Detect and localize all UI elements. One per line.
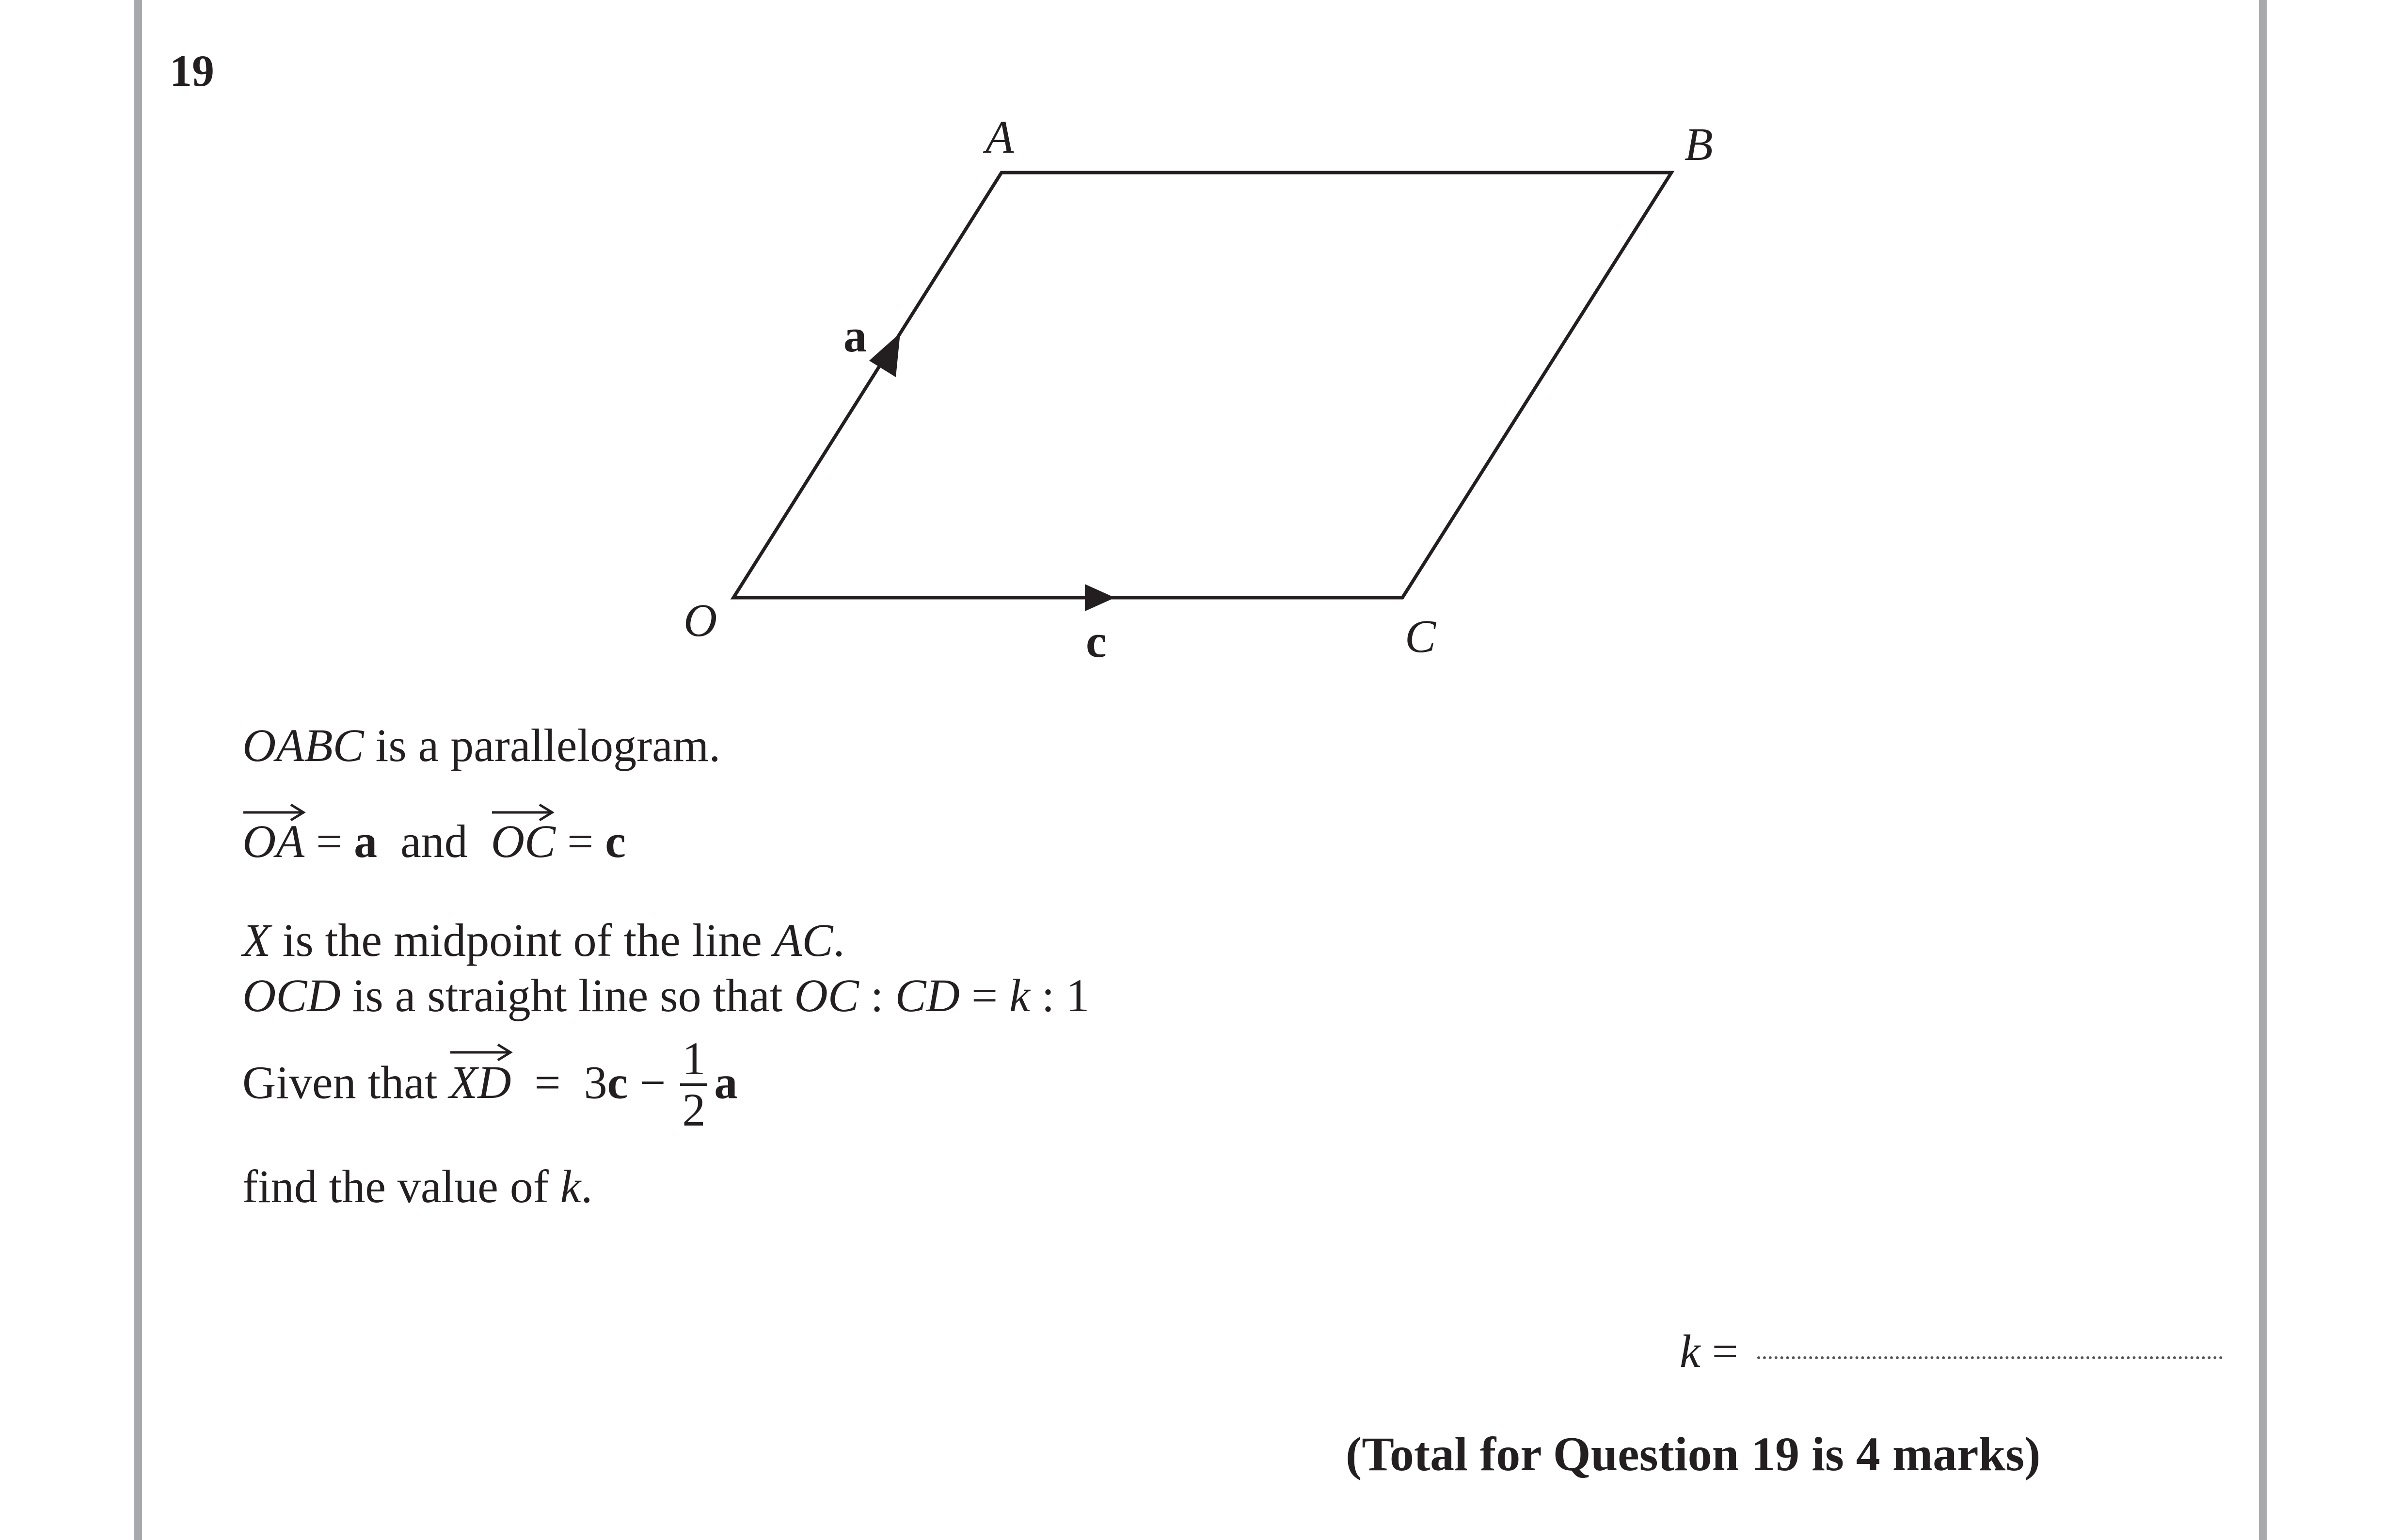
and-word: and <box>377 815 491 867</box>
vertex-label-a: A <box>985 111 1014 163</box>
vector-xd <box>449 1058 511 1107</box>
question-number: 19 <box>170 46 214 95</box>
vector-a-value: a <box>714 1056 738 1109</box>
statement-text: is a straight line so that <box>340 969 795 1021</box>
statement-text: is the midpoint of the line <box>270 914 774 966</box>
answer-input-line[interactable] <box>1757 1356 2223 1359</box>
vector-c-value: c <box>607 1056 628 1109</box>
answer-equals: = <box>1700 1325 1738 1377</box>
vector-label-c: c <box>1086 615 1107 667</box>
vector-oa-text: OA <box>242 815 304 867</box>
fraction-half <box>680 1034 707 1135</box>
equals-three: = 3 <box>511 1056 607 1109</box>
equals-sign: = <box>304 815 354 867</box>
minus-sign: − <box>628 1056 678 1109</box>
vector-a-value: a <box>354 815 378 867</box>
ratio-end: : 1 <box>1030 969 1090 1021</box>
find-text: find the value of <box>242 1160 560 1212</box>
vector-oa <box>242 815 304 867</box>
statement-ratio <box>242 969 1090 1021</box>
period: . <box>581 1160 593 1212</box>
statement-vectors <box>242 815 626 867</box>
arrowhead-a <box>869 333 900 377</box>
given-text: Given that <box>242 1056 449 1109</box>
vector-xd-text: XD <box>449 1056 511 1109</box>
vertex-label-o: O <box>683 594 717 646</box>
equals-sign: = <box>959 969 1010 1021</box>
variable-k: k <box>1009 969 1030 1021</box>
arrowhead-c <box>1085 584 1115 611</box>
statement-find <box>242 1160 593 1212</box>
equals-sign: = <box>556 815 605 867</box>
period: . <box>833 914 845 966</box>
line-ocd: OCD <box>242 969 341 1021</box>
vector-c-value: c <box>605 815 626 867</box>
statement-given <box>242 1032 738 1138</box>
statement-parallelogram <box>242 719 721 771</box>
segment-oc: OC <box>794 969 859 1021</box>
vector-oc-text: OC <box>491 815 556 867</box>
parallelogram-diagram <box>0 0 2400 703</box>
vertex-label-c: C <box>1405 610 1436 662</box>
vector-arrow-icon <box>243 802 306 821</box>
vector-arrow-icon <box>492 802 555 821</box>
vector-arrow-icon <box>450 1042 513 1061</box>
answer-k: k <box>1680 1325 1701 1377</box>
fraction-denominator: 2 <box>682 1083 706 1136</box>
line-ac: AC <box>773 914 833 966</box>
vector-label-a: a <box>843 310 867 362</box>
statement-text: is a parallelogram. <box>364 719 721 771</box>
shape-name: OABC <box>242 719 364 771</box>
total-marks: (Total for Question 19 is 4 marks) <box>1346 1427 2041 1481</box>
fraction-numerator: 1 <box>680 1034 707 1086</box>
answer-label <box>1680 1325 1738 1377</box>
parallelogram-shape <box>733 173 1671 598</box>
statement-midpoint <box>242 914 845 966</box>
variable-k: k <box>560 1160 581 1212</box>
vertex-label-b: B <box>1685 118 1713 170</box>
vector-oc <box>491 815 556 867</box>
point-x: X <box>242 914 271 966</box>
ratio-colon: : <box>858 969 895 1021</box>
segment-cd: CD <box>895 969 960 1021</box>
